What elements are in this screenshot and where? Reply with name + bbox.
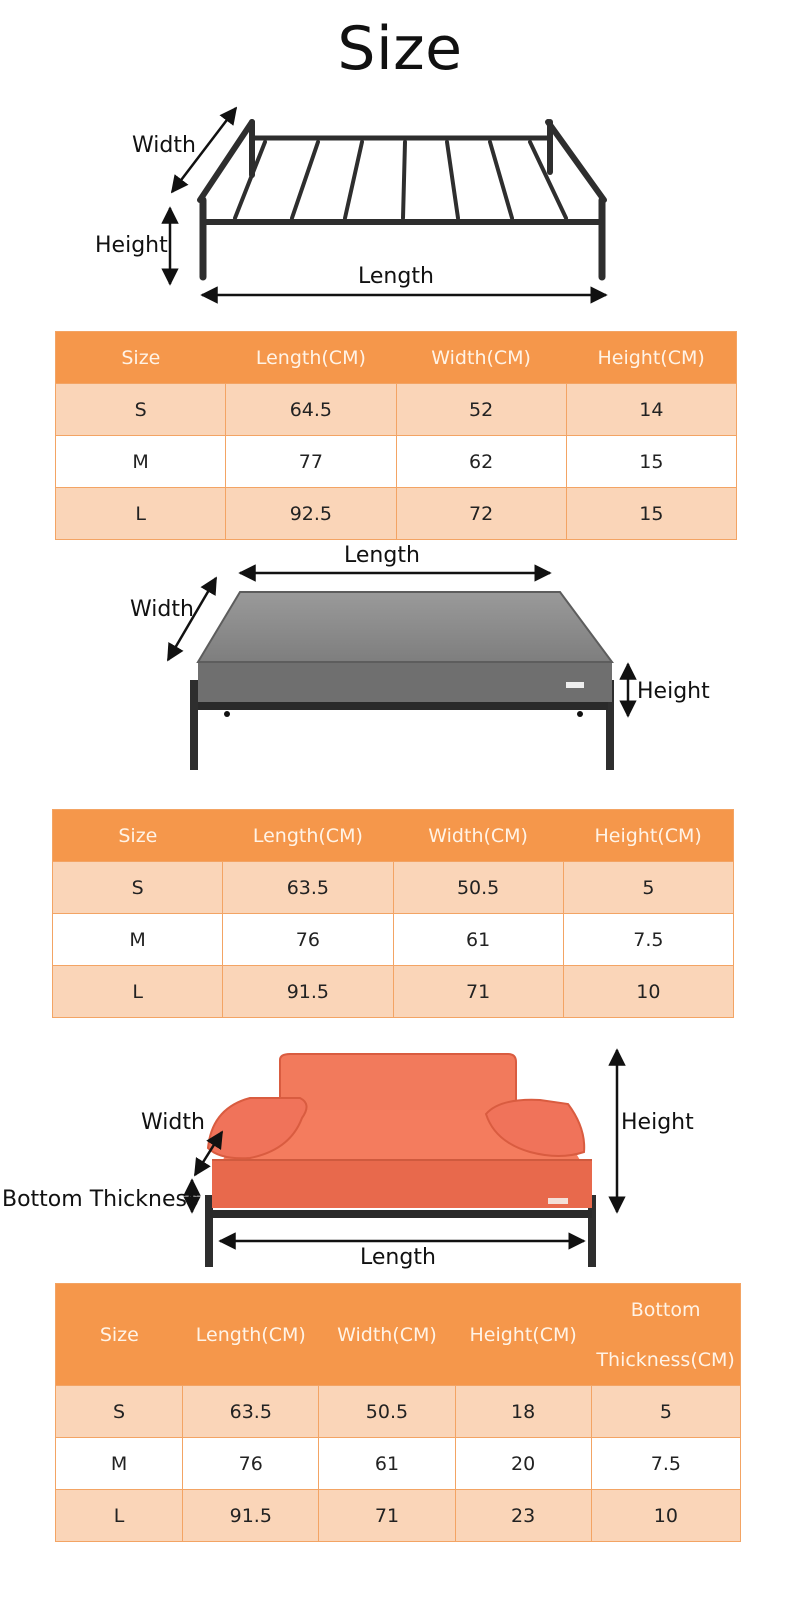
page-title: Size xyxy=(337,14,463,84)
column-header xyxy=(591,1284,740,1386)
table-cell: M xyxy=(56,1438,183,1490)
table-cell: 15 xyxy=(566,436,736,488)
table-cell: S xyxy=(53,862,223,914)
table-cell: S xyxy=(56,1386,183,1438)
table-cell: 76 xyxy=(223,914,393,966)
table-cell: 50.5 xyxy=(319,1386,455,1438)
table-cell: 10 xyxy=(591,1490,740,1542)
column-header: Length(CM) xyxy=(183,1284,319,1386)
table-cell: 23 xyxy=(455,1490,591,1542)
table-row xyxy=(53,914,734,966)
table-cell: L xyxy=(53,966,223,1018)
height-label: Height xyxy=(95,233,168,258)
table-cell: 77 xyxy=(226,436,396,488)
column-header: Width(CM) xyxy=(393,810,563,862)
table-row xyxy=(56,488,737,540)
length-label: Length xyxy=(360,1245,436,1270)
table-row xyxy=(53,862,734,914)
column-header: Size xyxy=(56,1284,183,1386)
table-cell: 7.5 xyxy=(563,914,733,966)
column-header: Width(CM) xyxy=(396,332,566,384)
table-row xyxy=(56,1438,741,1490)
column-header: Size xyxy=(56,332,226,384)
cushion-bed-diagram xyxy=(0,540,800,780)
table-cell: 72 xyxy=(396,488,566,540)
table-cell: 50.5 xyxy=(393,862,563,914)
table-header-row xyxy=(56,332,737,384)
table-cell: 15 xyxy=(566,488,736,540)
length-label: Length xyxy=(358,264,434,289)
bottom-thickness-label: Bottom Thickness xyxy=(2,1187,199,1212)
table-cell: L xyxy=(56,488,226,540)
table-cell: 61 xyxy=(393,914,563,966)
size-table-cushion xyxy=(52,809,734,1018)
table-cell: 64.5 xyxy=(226,384,396,436)
table-cell: M xyxy=(53,914,223,966)
table-cell: 71 xyxy=(319,1490,455,1542)
column-header: Length(CM) xyxy=(223,810,393,862)
column-header-line: Bottom xyxy=(630,1298,701,1321)
table-cell: 18 xyxy=(455,1386,591,1438)
column-header: Size xyxy=(53,810,223,862)
table-cell: M xyxy=(56,436,226,488)
width-label: Width xyxy=(141,1110,205,1135)
table-cell: 76 xyxy=(183,1438,319,1490)
table-row xyxy=(56,436,737,488)
width-label: Width xyxy=(130,597,194,622)
table-cell: 5 xyxy=(591,1386,740,1438)
height-label: Height xyxy=(637,679,710,704)
table-row xyxy=(56,1386,741,1438)
coral-sofa-bed-icon xyxy=(205,1054,596,1267)
table-cell: 63.5 xyxy=(223,862,393,914)
table-cell: 7.5 xyxy=(591,1438,740,1490)
length-label: Length xyxy=(344,543,420,568)
column-header: Width(CM) xyxy=(319,1284,455,1386)
table-cell: 92.5 xyxy=(226,488,396,540)
table-cell: 71 xyxy=(393,966,563,1018)
gray-cushion-bed-icon xyxy=(190,592,614,770)
column-header: Height(CM) xyxy=(563,810,733,862)
table-row xyxy=(56,1490,741,1542)
height-label: Height xyxy=(621,1110,694,1135)
table-row xyxy=(53,966,734,1018)
table-cell: 10 xyxy=(563,966,733,1018)
table-cell: L xyxy=(56,1490,183,1542)
table-header-row xyxy=(56,1284,741,1386)
width-label: Width xyxy=(132,133,196,158)
sofa-bed-diagram xyxy=(0,1040,800,1280)
column-header: Height(CM) xyxy=(566,332,736,384)
size-table-sofa xyxy=(55,1283,741,1542)
bed-frame-icon xyxy=(200,122,604,277)
table-cell: 91.5 xyxy=(183,1490,319,1542)
column-header: Height(CM) xyxy=(455,1284,591,1386)
table-cell: 14 xyxy=(566,384,736,436)
table-cell: 63.5 xyxy=(183,1386,319,1438)
column-header-line: Thickness(CM) xyxy=(596,1348,735,1371)
table-cell: 52 xyxy=(396,384,566,436)
table-row xyxy=(56,384,737,436)
table-cell: 61 xyxy=(319,1438,455,1490)
table-cell: 91.5 xyxy=(223,966,393,1018)
table-cell: 20 xyxy=(455,1438,591,1490)
table-header-row xyxy=(53,810,734,862)
table-cell: 62 xyxy=(396,436,566,488)
size-table-frame xyxy=(55,331,737,540)
table-cell: S xyxy=(56,384,226,436)
column-header: Length(CM) xyxy=(226,332,396,384)
table-cell: 5 xyxy=(563,862,733,914)
